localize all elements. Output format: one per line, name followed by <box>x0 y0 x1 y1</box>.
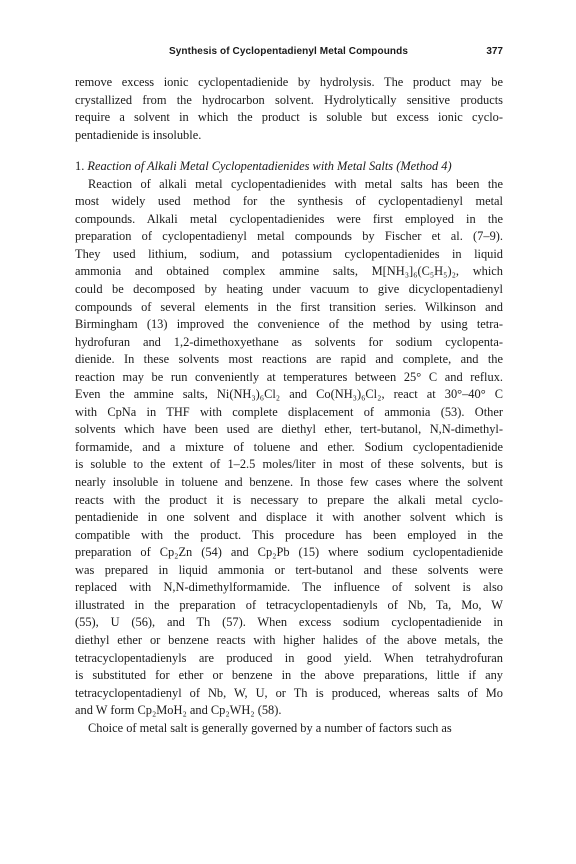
text-line: reaction may be run conveniently at temperatures between 25° C and reflux. <box>75 369 503 384</box>
running-header <box>75 46 503 62</box>
text-line: is soluble to the extent of 1–2.5 moles/liter in most of these solvents, but is <box>75 457 503 472</box>
paragraph <box>75 176 503 720</box>
text-line: They used lithium, sodium, and potassium cyclopentadienides in liquid <box>75 246 503 261</box>
text-line: was prepared in liquid ammonia or tert-butanol and these solvents were <box>75 562 503 577</box>
text-line: Reaction of alkali metal cyclopentadienides with metal salts has been the <box>88 176 503 191</box>
text-line: most widely used method for the synthesis of cyclopentadienyl metal <box>75 194 503 209</box>
text-line: formamide, and a mixture of toluene and ether. Sodium cyclopentadienide <box>75 439 503 454</box>
paragraph <box>75 720 503 738</box>
text-line: is substituted for ether or benzene in the above preparations, little if any <box>75 668 503 683</box>
text-line: hydrofuran and 1,2-dimethoxyethane as solvents for sodium cyclopenta- <box>75 334 503 349</box>
text-line: require a solvent in which the product is soluble but excess ionic cyclo- <box>75 110 503 125</box>
text-line: with CpNa in THF with complete displacement of ammonia (53). Other <box>75 404 503 419</box>
text-line: nearly insoluble in toluene and benzene. In those few cases where the solvent <box>75 475 503 490</box>
text-line: diethyl ether or benzene reacts with higher halides of the above metals, the <box>75 632 503 647</box>
text-line: tetracyclopentadienyl of Nb, W, U, or Th is produced, whereas salts of Mo <box>75 685 503 700</box>
text-line: pentadienide in one solvent and displace it with another solvent which is <box>75 510 503 525</box>
text-line: and W form Cp₂MoH₂ and Cp₂WH₂ (58). <box>75 703 282 718</box>
section-title: Reaction of Alkali Metal Cyclopentadienides with Metal Salts (Method 4) <box>87 159 452 174</box>
section-number: 1. <box>75 159 85 174</box>
body-text <box>75 74 503 737</box>
text-line: compatible with the product. This procedure has been employed in the <box>75 527 503 542</box>
text-line: dienide. In these solvents most reactions are rapid and complete, and the <box>75 352 503 367</box>
text-line: Choice of metal salt is generally governed by a number of factors such as <box>88 720 452 735</box>
text-line: remove excess ionic cyclopentadienide by hydrolysis. The product may be <box>75 75 503 89</box>
text-line: reacts with the product it is necessary to prepare the alkali metal cyclo- <box>75 492 503 507</box>
running-title: Synthesis of Cyclopentadienyl Metal Compounds <box>169 46 408 57</box>
text-line: crystallized from the hydrocarbon solvent. Hydrolytically sensitive products <box>75 92 503 107</box>
text-line: illustrated in the preparation of tetracyclopentadienyls of Nb, Ta, Mo, W <box>75 597 503 612</box>
paragraph <box>75 74 503 144</box>
text-line: preparation of Cp₂Zn (54) and Cp₂Pb (15) where sodium cyclopentadienide <box>75 545 503 560</box>
section-heading <box>75 158 503 176</box>
section-gap <box>75 144 503 158</box>
page-number: 377 <box>486 46 503 57</box>
text-line: tetracyclopentadienyls are produced in good yield. When tetrahydrofuran <box>75 650 503 665</box>
text-line: pentadienide is insoluble. <box>75 127 202 142</box>
text-line: ammonia and obtained complex ammine salts, M[NH₃]₆(C₅H₅)₂, which <box>75 264 503 279</box>
text-line: could be decomposed by heating under vacuum to give dicyclopentadienyl <box>75 282 503 297</box>
text-line: (55), U (56), and Th (57). When excess sodium cyclopentadienide in <box>75 615 503 630</box>
text-line: preparation of cyclopentadienyl metal compounds by Fischer et al. (7–9). <box>75 229 503 244</box>
text-line: Even the ammine salts, Ni(NH₃)₆Cl₂ and Co(NH₃)₆Cl₂, react at 30°–40° C <box>75 387 503 402</box>
text-line: compounds of several elements in the first transition series. Wilkinson and <box>75 299 503 314</box>
text-line: solvents which have been used are diethyl ether, tert-butanol, N,N-dimethyl- <box>75 422 503 437</box>
text-line: compounds. Alkali metal cyclopentadienides were first employed in the <box>75 211 503 226</box>
text-line: Birmingham (13) improved the convenience of the method by using tetra- <box>75 317 503 332</box>
text-line: replaced with N,N-dimethylformamide. The influence of solvent is also <box>75 580 503 595</box>
